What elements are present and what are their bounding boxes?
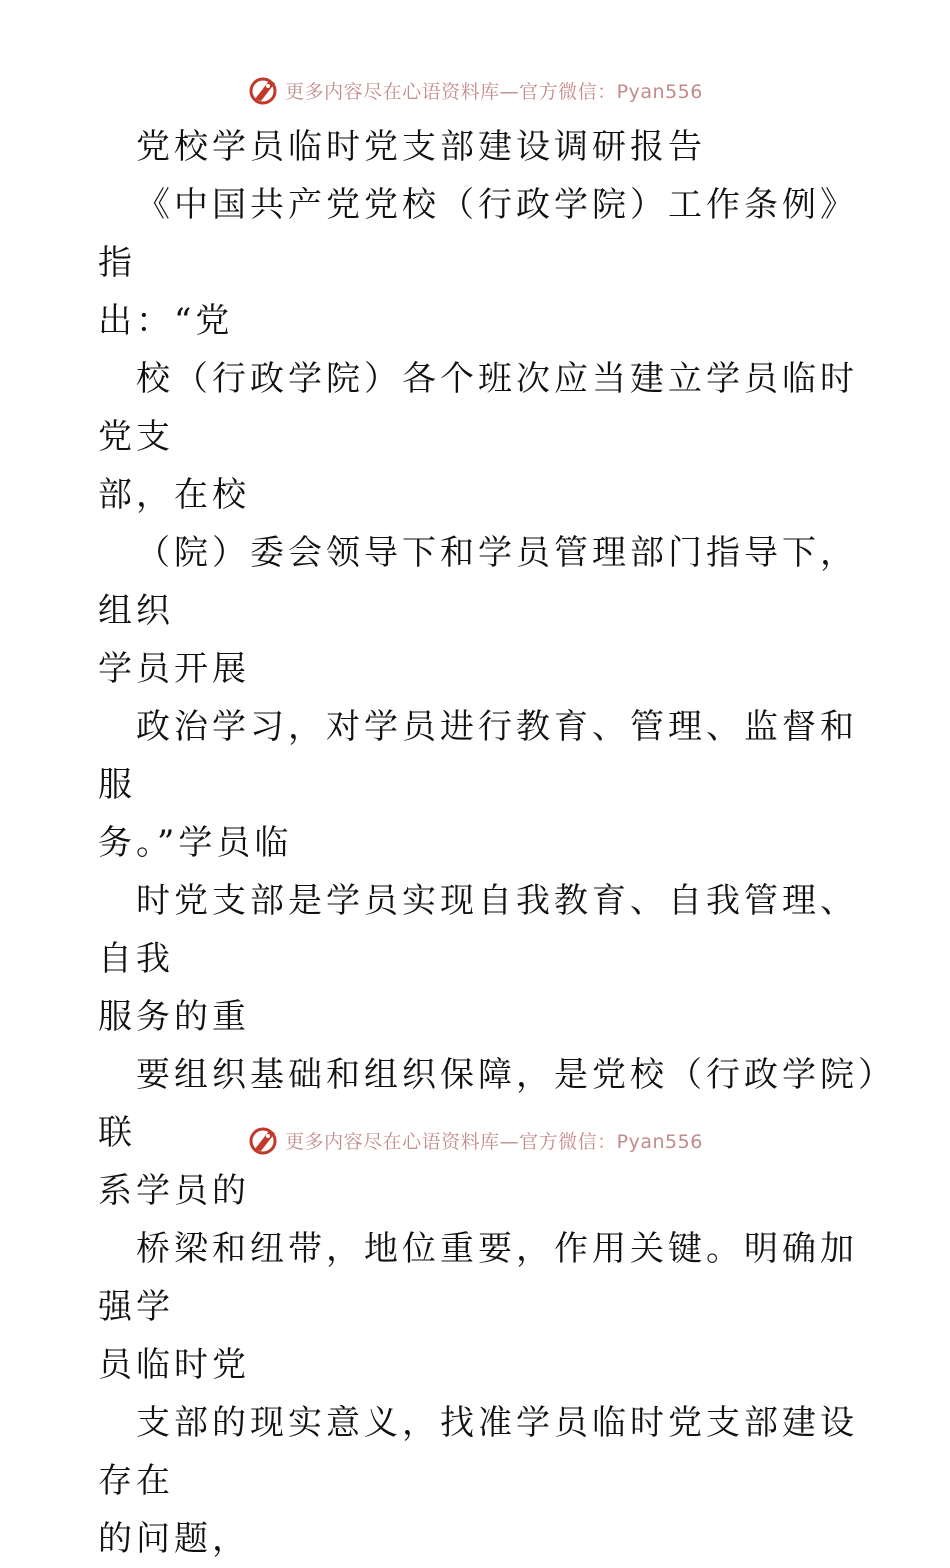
- paragraph-line: 时党支部是学员实现自我教育、自我管理、自我 服务的重: [98, 881, 858, 1037]
- footer-banner: [0, 1120, 950, 1160]
- document-title: 党校学员临时党支部建设调研报告: [136, 127, 706, 167]
- pen-nib-logo-icon: [247, 73, 281, 107]
- pen-nib-logo-icon: [247, 1123, 281, 1157]
- paragraph-line: 桥梁和纽带，地位重要，作用关键。明确加强学 员临时党: [98, 1229, 858, 1385]
- paragraph-line: 要组织基础和组织保障，是党校（行政学院）联 系学员的: [98, 1055, 879, 1211]
- paragraph-line: 《中国共产党党校（行政学院）工作条例》指 出：“党: [98, 185, 858, 341]
- paragraph-line: 支部的现实意义，找准学员临时党支部建设存在 的问题，: [98, 1403, 858, 1559]
- paragraph-line: 校（行政学院）各个班次应当建立学员临时党支 部，在校: [98, 359, 858, 515]
- header-banner-text: 更多内容尽在心语资料库—官方微信：Pyan556: [285, 80, 703, 103]
- footer-banner-text: 更多内容尽在心语资料库—官方微信：Pyan556: [285, 1130, 703, 1153]
- header-banner: [0, 70, 950, 110]
- paragraph-line: 政治学习，对学员进行教育、管理、监督和服 务。”学员临: [98, 707, 858, 863]
- paragraph-line: （院）委会领导下和学员管理部门指导下，组织 学员开展: [98, 533, 858, 689]
- document-body: [98, 118, 888, 1568]
